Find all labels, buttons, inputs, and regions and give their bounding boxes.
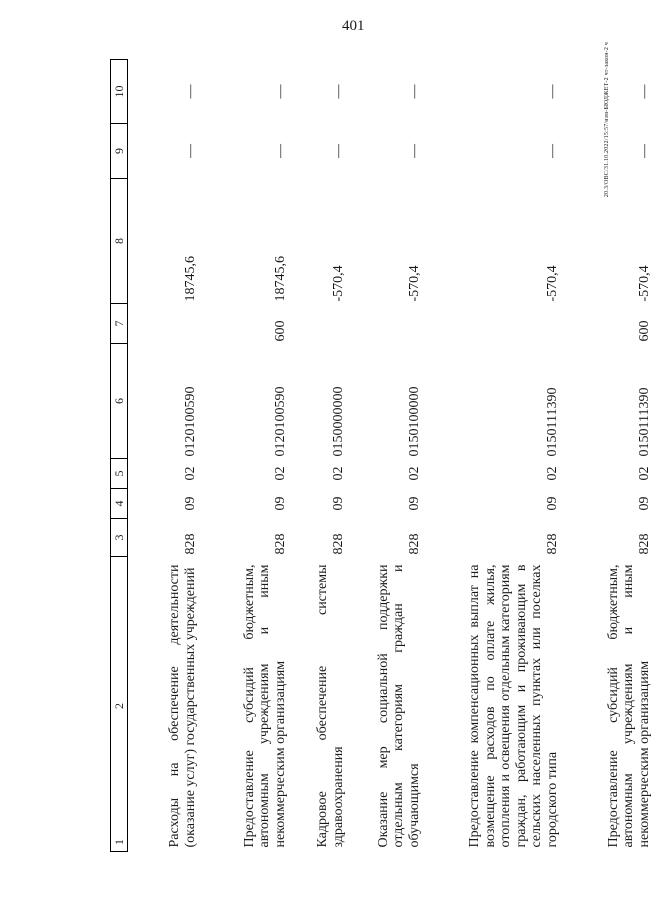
amount-dash: — (544, 144, 560, 158)
column-header: 4 (111, 489, 128, 519)
amount-dash: — (330, 144, 346, 158)
table-row (204, 60, 294, 852)
column-header: 10 (111, 60, 128, 124)
ministry-code: 828 (544, 533, 560, 555)
subsection-code: 02 (406, 466, 422, 481)
expense-kind: 600 (636, 320, 652, 342)
expense-kind (428, 304, 566, 344)
subsection-code: 02 (636, 466, 652, 481)
column-header: 3 (111, 519, 128, 557)
column-number-row (111, 60, 128, 852)
section-code: 09 (544, 496, 560, 511)
amount-dash: — (330, 84, 346, 99)
ministry-code: 828 (182, 533, 198, 555)
amount-dash: — (406, 84, 422, 99)
table-row (294, 60, 352, 852)
table-row (428, 60, 566, 852)
expense-name: Предоставление субсидий бюджетным, автономным учреждениям и иным некоммерческим организациям (241, 564, 288, 848)
subsection-code: 02 (182, 466, 198, 481)
column-header: 9 (111, 124, 128, 179)
expense-name: Кадровое обеспечение системы здравоохранения (315, 564, 346, 848)
amount: -570,4 (636, 265, 652, 302)
expense-kind (352, 304, 428, 344)
column-header: 6 (111, 344, 128, 459)
table-row (566, 60, 658, 852)
section-code: 09 (182, 496, 198, 511)
column-header: 8 (111, 179, 128, 304)
ministry-code: 828 (636, 533, 652, 555)
amount-dash: — (182, 84, 198, 99)
section-code: 09 (272, 496, 288, 511)
amount-dash: — (406, 144, 422, 158)
amount: -570,4 (406, 265, 422, 302)
ministry-code: 828 (406, 533, 422, 555)
expense-kind (294, 304, 352, 344)
column-header: 7 (111, 304, 128, 344)
section-code: 09 (330, 496, 346, 511)
amount-dash: — (544, 84, 560, 99)
amount: -570,4 (330, 265, 346, 302)
target-code: 0120100590 (272, 386, 288, 457)
subsection-code: 02 (330, 466, 346, 481)
table-row (128, 60, 205, 852)
subsection-code: 02 (272, 466, 288, 481)
ministry-code: 828 (330, 533, 346, 555)
amount-dash: — (272, 84, 288, 99)
amount-dash: — (182, 144, 198, 158)
table-row (352, 60, 428, 852)
expense-name: Оказание мер социальной поддержки отдельным категориям граждан и обучающимся (375, 564, 422, 848)
expense-name: Расходы на обеспечение деятельности (оказание услуг) государственных учреждений (167, 564, 198, 848)
section-code: 09 (636, 496, 652, 511)
target-code: 0150100000 (406, 386, 422, 457)
amount-dash: — (272, 144, 288, 158)
page-number: 401 (342, 18, 365, 34)
target-code: 0120100590 (182, 386, 198, 457)
amount-dash: — (636, 84, 652, 99)
target-code: 0150111390 (636, 387, 652, 457)
target-code: 0150111390 (544, 387, 560, 457)
column-header: 5 (111, 459, 128, 489)
amount: -570,4 (544, 265, 560, 302)
target-code: 0150000000 (330, 386, 346, 457)
subsection-code: 02 (544, 466, 560, 481)
amount-dash: — (636, 144, 652, 158)
expense-kind (128, 304, 205, 344)
section-code: 09 (406, 496, 422, 511)
document-code: 20.3/ОВС/31.10.2022/15:57/изм-БЮДЖЕТ-2 чт-закон-2 ч (604, 42, 610, 198)
column-header: 12 (111, 557, 128, 852)
expense-name: Предоставление субсидий бюджетным, автономным учреждениям и иным некоммерческим организациям (605, 564, 652, 848)
amount: 18745,6 (182, 256, 198, 302)
amount: 18745,6 (272, 256, 288, 302)
ministry-code: 828 (272, 533, 288, 555)
expense-name: Предоставление компенсационных выплат на возмещение расходов по оплате жилья, отопления и освещения отдельным категориям граждан, работающим и проживающим в сельских населенных пунктах или поселках городского типа (467, 564, 560, 848)
expense-kind: 600 (272, 320, 288, 342)
